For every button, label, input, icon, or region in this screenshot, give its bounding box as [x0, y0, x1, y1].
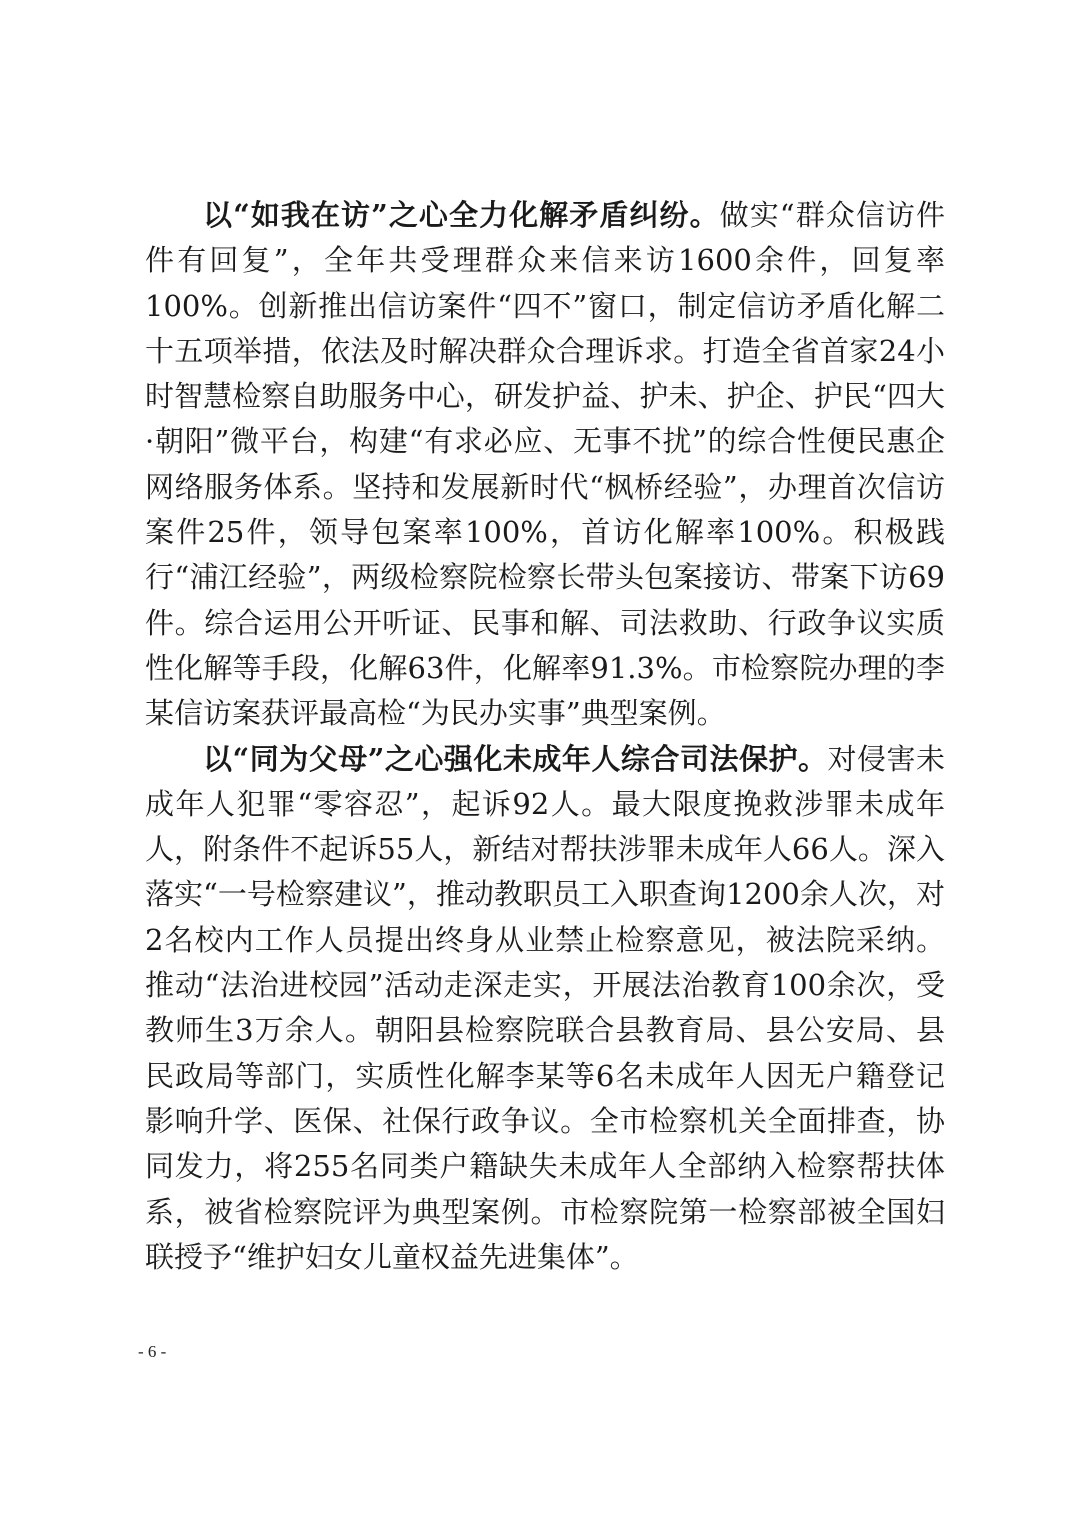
paragraph-minor-protection — [145, 737, 945, 1281]
paragraph-heading: 以“同为父母”之心强化未成年人综合司法保护。 — [203, 741, 828, 776]
body-text — [145, 193, 945, 1280]
paragraph-petition-resolution — [145, 193, 945, 737]
paragraph-body: 对侵害未成年人犯罪“零容忍”，起诉92人。最大限度挽救涉罪未成年人，附条件不起诉55人，新结对帮扶涉罪未成年人66人。深入落实“一号检察建议”，推动教职员工入职查询1200余人次，对2名校内工作人员提出终身从业禁止检察意见，被法院采纳。推动“法治进校园”活动走深走实，开展法治教育100余次，受教师生3万余人。朝阳县检察院联合县教育局、县公安局、县民政局等部门，实质性化解李某等6名未成年人因无户籍登记影响升学、医保、社保行政争议。全市检察机关全面排查，协同发力，将255名同类户籍缺失未成年人全部纳入检察帮扶体系，被省检察院评为典型案例。市检察院第一检察部被全国妇联授予“维护妇女儿童权益先进集体”。 — [145, 741, 945, 1274]
paragraph-body: 做实“群众信访件件有回复”，全年共受理群众来信来访1600余件，回复率100%。创新推出信访案件“四不”窗口，制定信访矛盾化解二十五项举措，依法及时解决群众合理诉求。打造全省首家24小时智慧检察自助服务中心，研发护益、护未、护企、护民“四大·朝阳”微平台，构建“有求必应、无事不扰”的综合性便民惠企网络服务体系。坚持和发展新时代“枫桥经验”，办理首次信访案件25件，领导包案率100%，首访化解率100%。积极践行“浦江经验”，两级检察院检察长带头包案接访、带案下访69件。综合运用公开听证、民事和解、司法救助、行政争议实质性化解等手段，化解63件，化解率91.3%。市检察院办理的李某信访案获评最高检“为民办实事”典型案例。 — [145, 198, 945, 731]
page-number: - 6 - — [138, 1342, 167, 1361]
paragraph-heading: 以“如我在访”之心全力化解矛盾纠纷。 — [203, 198, 720, 232]
